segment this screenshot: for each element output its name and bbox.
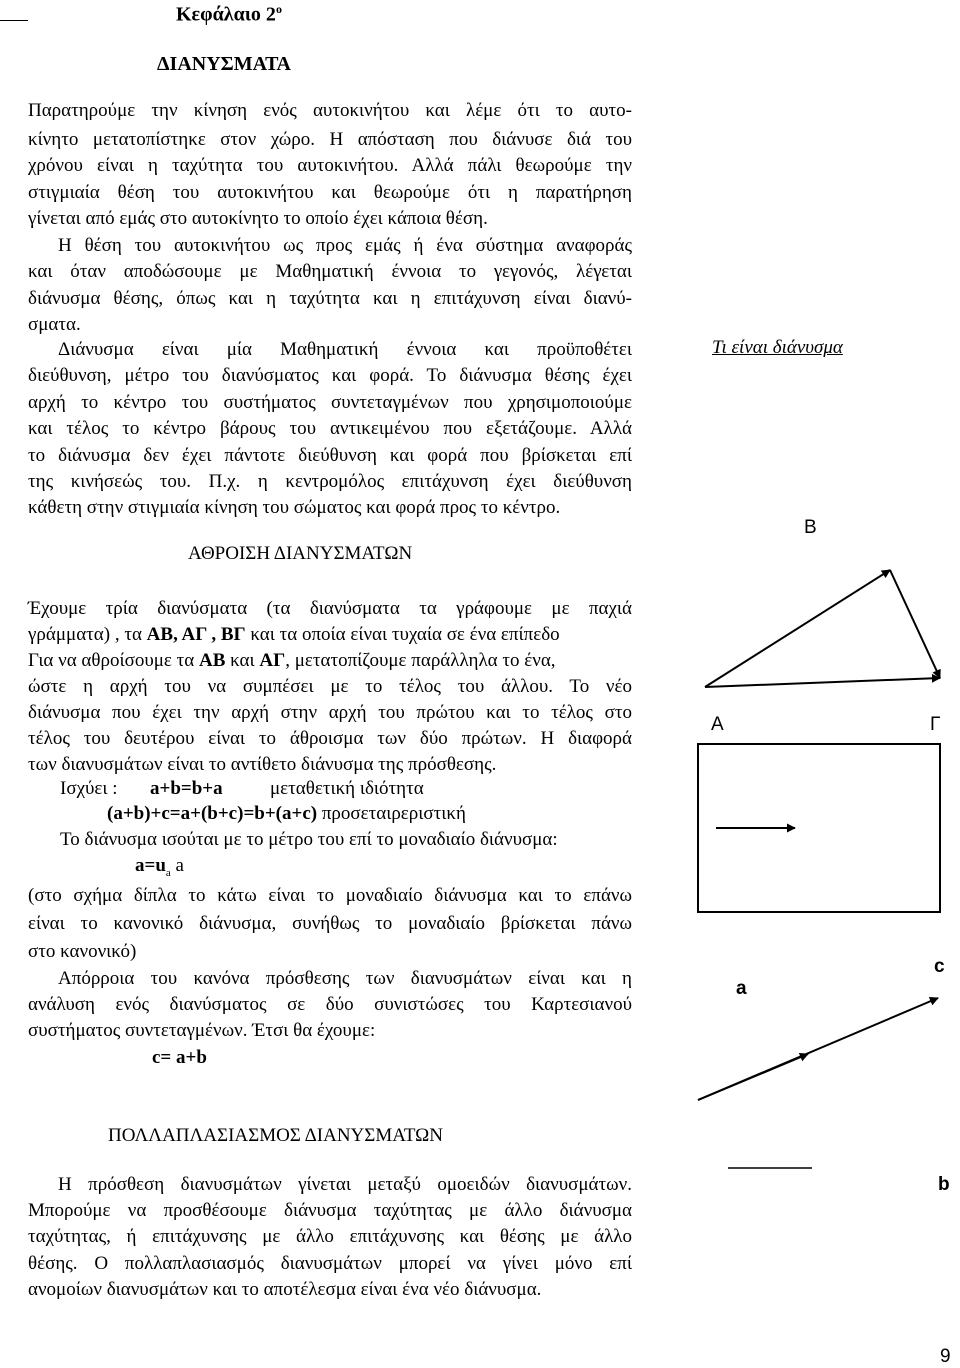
- triangle-label-b: Β: [804, 517, 817, 538]
- margin-note: Τι είναι διάνυσμα: [712, 337, 843, 358]
- vector-bg: [890, 570, 940, 678]
- intro-line-2: κίνητο μετατοπίστηκε στον χώρο. Η απόσταση που διάνυσε διά του: [28, 129, 632, 150]
- mult-line-4: θέσης. Ο πολλαπλασιασμός διανυσμάτων μπορεί να γίνει μόνο επί: [28, 1253, 632, 1274]
- unit-vector-formula: $a=u_a$ a: [135, 855, 184, 879]
- intro-line-10: Διάνυσμα είναι μία Μαθηματική έννοια και προϋποθέτει: [58, 339, 632, 360]
- intro-line-9: σματα.: [28, 314, 81, 335]
- intro-line-15: της κινήσεώς του. Π.χ. η κεντρομόλος επιτάχυνση έχει διεύθυνση: [28, 471, 632, 492]
- sum-line-7: των διανυσμάτων είναι το αντίθετο διάνυσμα της πρόσθεσης.: [28, 754, 497, 775]
- sum-line-5: διάνυσμα που έχει την αρχή στην αρχή του πρώτου και το τέλος στο: [28, 702, 632, 723]
- intro-line-6: Η θέση του αυτοκινήτου ως προς εμάς ή ένα σύστημα αναφοράς: [58, 235, 632, 256]
- sum-para-3: στο κανονικό): [28, 941, 137, 962]
- section-title-sum: ΑΘΡΟΙΣΗ ΔΙΑΝΥΣΜΑΤΩΝ: [188, 543, 413, 564]
- triangle-label-a: Α: [711, 714, 724, 735]
- page-title: ΔΙΑΝΥΣΜΑΤΑ: [157, 53, 291, 75]
- vector-ag: [705, 678, 940, 687]
- sum-line-1: Έχουμε τρία διανύσματα (τα διανύσματα τα γράφουμε με παχιά: [28, 598, 632, 619]
- intro-line-16: κάθετη στην στιγμιαία κίνηση του σώματος και φορά προς το κέντρο.: [28, 497, 561, 518]
- sum-para-2: είναι το κανονικό διάνυσμα, συνήθως το μοναδιαίο βρίσκεται πάνω: [28, 913, 632, 934]
- rule-commutative-label: Ισχύει :: [60, 778, 118, 799]
- intro-line-13: και τέλος το κέντρο βάρους του αντικειμένου που εξετάζουμε. Αλλά: [28, 418, 632, 439]
- section-title-mult: ΠΟΛΛΑΠΛΑΣΙΑΣΜΟΣ ΔΙΑΝΥΣΜΑΤΩΝ: [108, 1125, 443, 1146]
- triangle-figure: [705, 570, 940, 687]
- intro-line-1: Παρατηρούμε την κίνηση ενός αυτοκινήτου και λέμε ότι το αυτο-: [28, 100, 632, 121]
- unit-figure-label-a: a: [736, 978, 747, 999]
- intro-line-8: διάνυσμα θέσης, όπως και η ταχύτητα και η επιτάχυνση είναι διανύ-: [28, 288, 632, 309]
- mult-line-3: ταχύτητας, ή επιτάχυνσης με άλλο επιτάχυνσης και θέσης με άλλο: [28, 1226, 632, 1247]
- mult-line-2: Μπορούμε να προσθέσουμε διάνυσμα ταχύτητας με άλλο διάνυσμα: [28, 1200, 632, 1221]
- intro-line-11: διεύθυνση, μέτρο του διανύσματος και φορά. Το διάνυσμα θέσης έχει: [28, 365, 632, 386]
- intro-line-4: στιγμιαία θέση του αυτοκινήτου και θεωρούμε ότι η παρατήρηση: [28, 182, 632, 203]
- rule-associative: (a+b)+c=a+(b+c)=b+(a+c) προσεταιρεριστική: [107, 803, 466, 824]
- sum-line-3: Για να αθροίσουμε τα ΑΒ και ΑΓ, μετατοπίζουμε παράλληλα το ένα,: [28, 650, 556, 671]
- sum-line-6: τέλος του δευτέρου είναι το άθροισμα των δύο πρώτων. Η διαφορά: [28, 728, 632, 749]
- sum-line-4: ώστε η αρχή του να συμπέσει με το τέλος του άλλου. Το νέο: [28, 676, 632, 697]
- intro-line-12: αρχή το κέντρο του συστήματος συντεταγμένων που χρησιμοποιούμε: [28, 392, 632, 413]
- intro-line-7: και όταν αποδώσουμε με Μαθηματική έννοια το γεγονός, λέγεται: [28, 261, 632, 282]
- intro-line-3: χρόνου είναι η ταχύτητα του αυτοκινήτου. Αλλά πάλι θεωρούμε την: [28, 155, 632, 176]
- sum-para-4: Απόρροια του κανόνα πρόσθεσης των διανυσμάτων είναι και η: [58, 968, 632, 989]
- b-figure-label: b: [938, 1174, 950, 1195]
- page-number: 9: [940, 1346, 951, 1367]
- sum-line-2: γράμματα) , τα ΑΒ, ΑΓ , ΒΓ και τα οποία είναι τυχαία σε ένα επίπεδο: [28, 624, 560, 645]
- rule-commutative-name: μεταθετική ιδιότητα: [270, 778, 424, 799]
- unit-figure-label-c: c: [934, 956, 945, 977]
- vector-ab: [705, 570, 890, 687]
- rule-commutative-formula: a+b=b+a: [150, 778, 223, 799]
- mult-line-5: ανομοίων διανυσμάτων και το αποτέλεσμα είναι ένα νέο διάνυσμα.: [28, 1279, 542, 1300]
- sum-para-6: συστήματος συντεταγμένων. Έτσι θα έχουμε:: [28, 1020, 376, 1041]
- sum-result: c= a+b: [152, 1047, 207, 1068]
- chapter-heading: Κεφάλαιο $2^o$: [176, 2, 282, 26]
- triangle-label-g: Γ: [930, 714, 941, 735]
- sum-para-5: ανάλυση ενός διανύσματος σε δύο συνιστώσες του Καρτεσιανού: [28, 994, 632, 1015]
- decomposition-figure: [698, 998, 938, 1100]
- intro-line-14: το διάνυσμα δεν έχει πάντοτε διεύθυνση και φορά που βρίσκεται επί: [28, 445, 632, 466]
- vector-a: [698, 1054, 808, 1100]
- unit-vector-line: Το διάνυσμα ισούται με το μέτρο του επί το μοναδιαίο διάνυσμα:: [60, 829, 558, 850]
- sum-para-1: (στο σχήμα δίπλα το κάτω είναι το μοναδιαίο διάνυσμα και το επάνω: [28, 885, 632, 906]
- mult-line-1: Η πρόσθεση διανυσμάτων γίνεται μεταξύ ομοειδών διανυσμάτων.: [58, 1174, 632, 1195]
- intro-line-5: γίνεται από εμάς στο αυτοκίνητο το οποίο έχει κάποια θέση.: [28, 208, 488, 229]
